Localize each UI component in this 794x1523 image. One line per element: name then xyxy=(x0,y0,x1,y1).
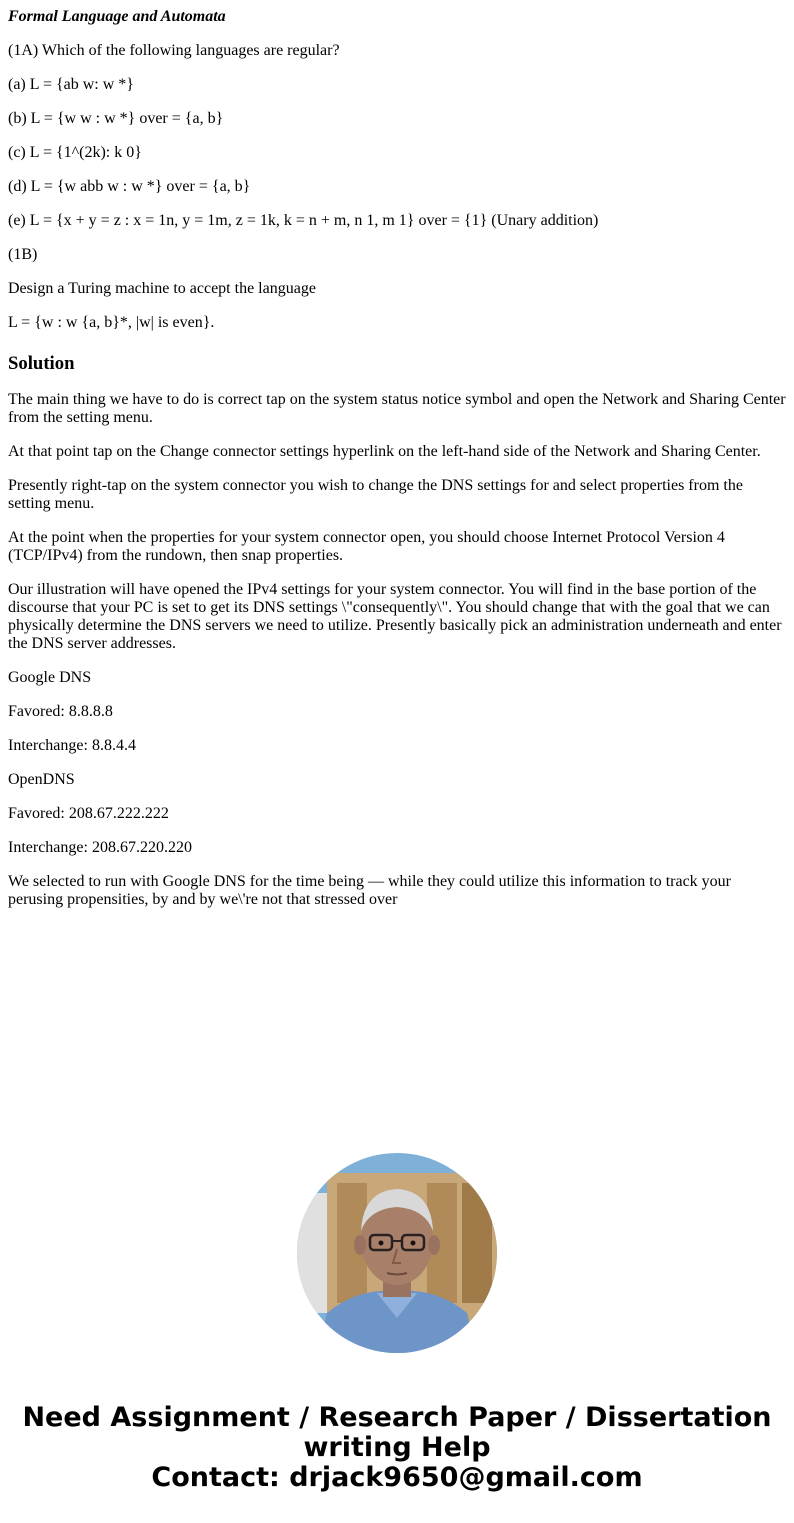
google-dns-preferred: Favored: 8.8.8.8 xyxy=(8,703,113,720)
solution-paragraph-5: Our illustration will have opened the IPv4 settings for your system connector. You will find in the base portion of the discourse that your PC is set to get its DNS settings \"consequently\". You should change that with the goal that we can physically determine the DNS servers we need to utilize. Presently basically pick an administration underneath and enter the DNS server addresses. xyxy=(8,581,782,652)
question-1a: (1A) Which of the following languages are regular? xyxy=(8,42,340,59)
solution-closing: We selected to run with Google DNS for the time being — while they could utilize this information to track your perusing propensities, by and by we\'re not that stressed over xyxy=(8,873,731,908)
solution-paragraph-2: At that point tap on the Change connector settings hyperlink on the left-hand side of the Network and Sharing Center. xyxy=(8,443,761,460)
option-b: (b) L = {w w : w *} over = {a, b} xyxy=(8,110,224,127)
google-dns-label: Google DNS xyxy=(8,669,92,686)
google-dns-alternate: Interchange: 8.8.4.4 xyxy=(8,737,136,754)
option-e: (e) L = {x + y = z : x = 1n, y = 1m, z = 1k, k = n + m, n 1, m 1} over = {1} (Unary addition) xyxy=(8,212,599,229)
footer-line-1: Need Assignment / Research Paper / Dissertation xyxy=(22,1402,772,1433)
solution-paragraph-1: The main thing we have to do is correct tap on the system status notice symbol and open the Network and Sharing Center from the setting menu. xyxy=(8,391,786,426)
opendns-alternate: Interchange: 208.67.220.220 xyxy=(8,839,192,856)
question-1b: (1B) xyxy=(8,246,38,263)
option-a: (a) L = {ab w: w *} xyxy=(8,76,134,93)
person-photo-icon xyxy=(297,1153,497,1353)
footer-line-2: writing Help xyxy=(303,1432,491,1463)
design-prompt: Design a Turing machine to accept the language xyxy=(8,280,316,297)
footer-contact: Contact: drjack9650@gmail.com xyxy=(151,1462,643,1493)
avatar xyxy=(297,1153,497,1353)
footer-banner xyxy=(0,1403,794,1493)
solution-heading: Solution xyxy=(8,353,75,374)
option-c: (c) L = {1^(2k): k 0} xyxy=(8,144,142,161)
opendns-label: OpenDNS xyxy=(8,771,75,788)
document-body xyxy=(8,8,788,925)
solution-paragraph-3: Presently right-tap on the system connector you wish to change the DNS settings for and select properties from the setting menu. xyxy=(8,477,743,512)
document-title: Formal Language and Automata xyxy=(8,8,226,25)
solution-paragraph-4: At the point when the properties for your system connector open, you should choose Internet Protocol Version 4 (TCP/IPv4) from the rundown, then snap properties. xyxy=(8,529,725,564)
opendns-preferred: Favored: 208.67.222.222 xyxy=(8,805,169,822)
option-d: (d) L = {w abb w : w *} over = {a, b} xyxy=(8,178,251,195)
language-definition: L = {w : w {a, b}*, |w| is even}. xyxy=(8,314,215,331)
